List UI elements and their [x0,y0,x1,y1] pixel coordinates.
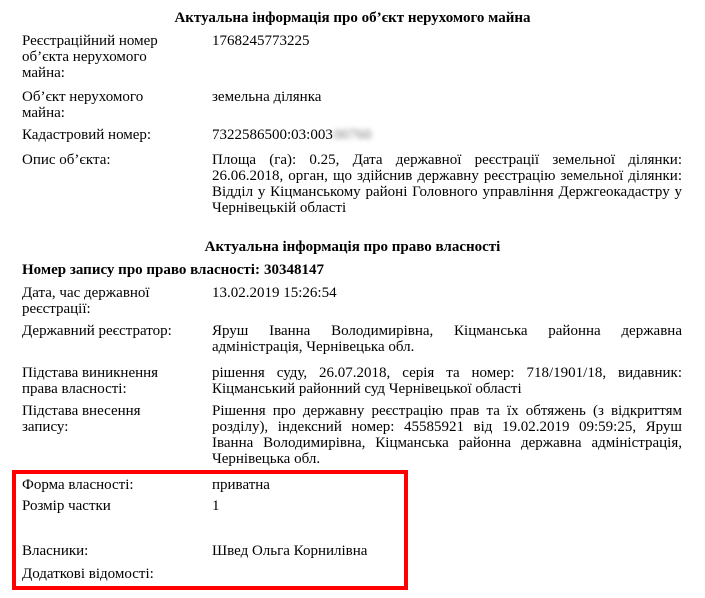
object-type-value: земельна ділянка [212,89,322,105]
registration-date-value: 13.02.2019 15:26:54 [212,285,337,301]
share-size-label: Розмір частки [22,498,111,514]
entry-basis-label: Підстава внесення запису: [22,403,141,435]
owners-label: Власники: [22,543,89,559]
record-number-label: Номер запису про право власності: [22,262,260,278]
object-type-label: Об’єкт нерухомого майна: [22,89,144,121]
additional-info-label: Додаткові відомості: [22,566,154,582]
ownership-form-value: приватна [212,477,270,493]
cadastral-number-visible: 7322586500:03:003 [212,127,333,143]
registration-number-label: Реєстраційний номер об’єкта нерухомого майна: [22,33,158,81]
owners-value: Швед Ольга Корнилівна [212,543,368,559]
registration-number-value: 1768245773225 [212,33,310,49]
ownership-section-title: Актуальна інформація про право власності [204,239,501,255]
object-section-title: Актуальна інформація про об’єкт нерухомого майна [174,10,531,26]
object-description-value: Площа (га): 0.25, Дата державної реєстрації земельної ділянки: 26.06.2018, орган, що здійснив державну реєстрацію земельної ділянки: Відділ у Кіцманському районі Головного управління Держгеокадастру у Чернівецькій області [212,152,682,216]
ownership-record-number [22,261,324,279]
registrar-label: Державний реєстратор: [22,323,172,339]
record-number-value: 30348147 [263,262,324,278]
cadastral-number-value [212,127,682,143]
entry-basis-value: Рішення про державну реєстрацію прав та їх обтяжень (з відкриттям розділу), індексний номер: 45585921 від 19.02.2019 09:59:25, Яруш Іванна Володимирівна, Кіцманська районна державна адміністрація, Чернівецька обл. [212,403,682,467]
ownership-form-label: Форма власності: [22,477,134,493]
registrar-value: Яруш Іванна Володимирівна, Кіцманська районна державна адміністрація, Чернівецька обл. [212,323,682,355]
cadastral-number-redacted: 00760 [333,127,372,143]
ownership-basis-label: Підстава виникнення права власності: [22,365,159,397]
ownership-basis-value: рішення суду, 26.07.2018, серія та номер: 718/1901/18, видавник: Кіцманський районний суд Чернівецької області [212,365,682,397]
registration-date-label: Дата, час державної реєстрації: [22,285,150,317]
share-size-value: 1 [212,498,220,514]
cadastral-number-label: Кадастровий номер: [22,127,152,143]
object-description-label: Опис об’єкта: [22,152,111,168]
